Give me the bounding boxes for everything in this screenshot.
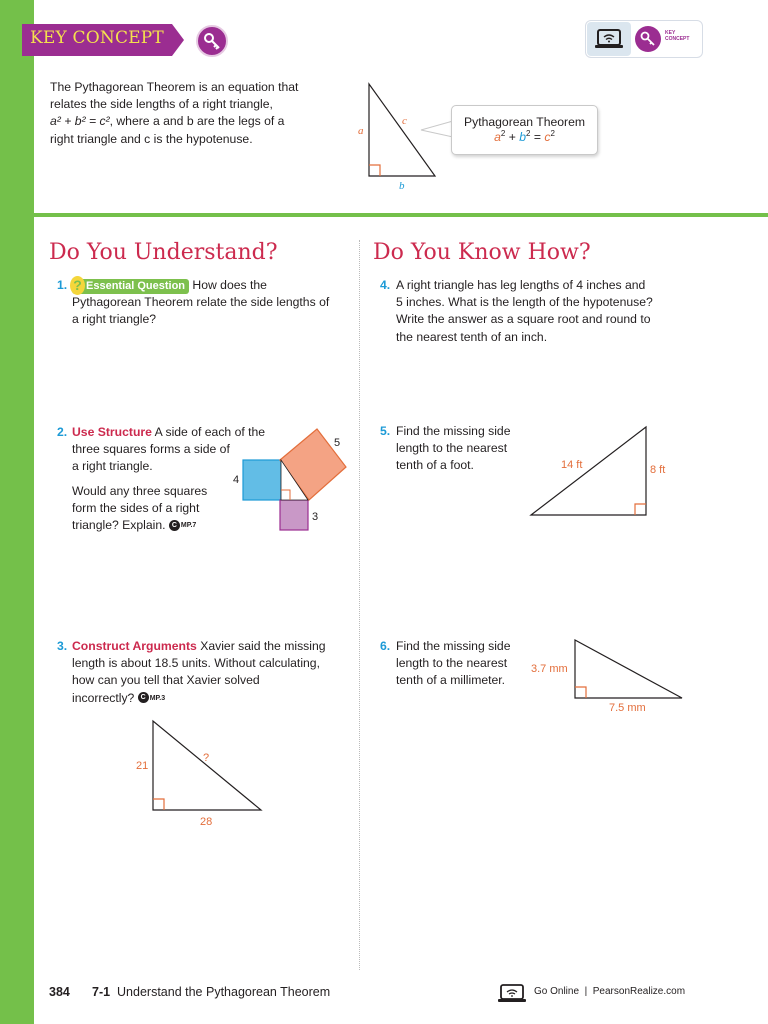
square-3	[280, 500, 308, 530]
question-line: Pythagorean Theorem relate the side lengths of	[72, 295, 330, 310]
eq-exp: 2	[526, 129, 531, 138]
question-line: Write the answer as a square root and round to	[396, 312, 651, 327]
pythagorean-callout	[451, 105, 598, 155]
question-line: A right triangle has leg lengths of 4 inches and	[396, 278, 646, 292]
page-number: 384	[49, 985, 70, 999]
square-label-4: 4	[233, 474, 240, 486]
key-concept-text	[50, 79, 320, 148]
online-key-icon	[635, 26, 661, 52]
eq-exp: 2	[500, 129, 506, 138]
online-key-concept-label: KEY CONCEPT	[665, 30, 690, 42]
math-practice-icon: C	[138, 692, 149, 703]
question-line: length to the nearest	[396, 656, 508, 671]
question-text: triangle? Explain.	[72, 518, 166, 533]
go-online-laptop-icon	[497, 983, 527, 1005]
question-text: incorrectly?	[72, 690, 135, 705]
leg-7-5mm-label: 7.5 mm	[609, 702, 646, 714]
question-6	[396, 638, 526, 690]
callout-title: Pythagorean Theorem	[463, 115, 586, 129]
millimeter-triangle	[525, 632, 690, 717]
callout-equation	[452, 129, 597, 144]
lesson-title	[92, 985, 330, 999]
question-mark-icon: ?	[70, 276, 85, 295]
question-text: A side of each of the	[151, 425, 266, 439]
eq-b: b	[519, 130, 526, 145]
intro-line: The Pythagorean Theorem is an equation that	[50, 80, 299, 94]
question-text: Xavier said the missing	[196, 639, 326, 653]
leg-8ft-label: 8 ft	[650, 464, 666, 476]
section-divider	[34, 213, 768, 217]
question-4	[396, 277, 676, 346]
essential-question-badge	[72, 279, 189, 294]
item-number: 4.	[380, 278, 391, 292]
understand-heading: Do You Understand?	[49, 240, 278, 265]
question-5	[396, 423, 526, 475]
eq-c: c	[544, 130, 551, 145]
question-line	[72, 690, 352, 707]
key-icon	[196, 25, 228, 57]
pearson-realize-link[interactable]: PearsonRealize.com	[592, 986, 686, 997]
math-practice-tag	[169, 517, 196, 534]
question-line: tenth of a foot.	[396, 458, 474, 473]
item-number: 2.	[57, 425, 68, 439]
question-line: length to the nearest	[396, 441, 508, 456]
column-divider	[359, 240, 360, 970]
question-line: length is about 18.5 units. Without calculating,	[72, 656, 320, 671]
square-4	[243, 460, 281, 500]
question-line: a right triangle.	[72, 459, 153, 474]
xavier-triangle	[130, 715, 270, 833]
intro-line: right triangle and c is the hypotenuse.	[50, 131, 253, 146]
hypotenuse-14ft-label: 14 ft	[561, 459, 583, 471]
question-line: form the sides of a right	[72, 500, 200, 515]
leg-3-7mm-label: 3.7 mm	[531, 663, 568, 675]
eq-equals: =	[530, 130, 545, 145]
question-text: How does the	[189, 278, 267, 292]
eq-a: a	[494, 130, 501, 145]
question-line	[72, 277, 347, 294]
question-line: 5 inches. What is the length of the hypotenuse?	[396, 295, 653, 310]
math-practice-tag	[138, 690, 165, 707]
label-a: a	[358, 125, 364, 137]
eq-exp: 2	[550, 129, 555, 138]
item-number: 3.	[57, 639, 68, 653]
math-practice-label: MP.3	[149, 694, 166, 702]
pythagorean-equation: a² + b² = c²	[50, 114, 110, 129]
math-practice-icon: C	[169, 520, 180, 531]
practice-label: Essential Question	[86, 280, 186, 292]
intro-line	[50, 113, 320, 130]
question-line: Would any three squares	[72, 483, 208, 498]
label-b: b	[399, 180, 405, 192]
question-line: how can you tell that Xavier solved	[72, 673, 260, 688]
item-number: 6.	[380, 639, 391, 653]
key-concept-label: KEY CONCEPT	[30, 28, 164, 48]
hypotenuse-unknown-label: ?	[203, 752, 210, 764]
practice-label: Construct Arguments	[72, 639, 197, 653]
math-practice-label: MP.7	[180, 522, 197, 530]
leg-21-label: 21	[136, 760, 149, 772]
go-online-link[interactable]	[534, 986, 685, 997]
question-line: tenth of a millimeter.	[396, 673, 506, 688]
question-line: Find the missing side	[396, 639, 511, 653]
question-line: a right triangle?	[72, 312, 157, 327]
question-line	[72, 638, 352, 655]
question-1	[72, 277, 347, 329]
question-3	[72, 638, 352, 707]
item-number: 5.	[380, 424, 391, 438]
callout-pointer	[420, 119, 454, 139]
leg-28-label: 28	[200, 816, 213, 828]
intro-line-rest: , where a and b are the legs of a	[109, 114, 285, 129]
square-label-5: 5	[334, 437, 341, 449]
item-number: 1.	[57, 278, 68, 292]
question-line: the nearest tenth of an inch.	[396, 329, 548, 344]
foot-triangle	[525, 420, 675, 520]
footer-separator: |	[584, 986, 588, 997]
practice-label: Use Structure	[72, 425, 152, 439]
go-online-label: Go Online	[534, 986, 580, 997]
question-line: three squares forms a side of	[72, 442, 230, 457]
know-how-heading: Do You Know How?	[373, 240, 591, 265]
online-laptop-icon	[587, 22, 631, 56]
eq-plus: +	[505, 130, 520, 145]
question-line: Find the missing side	[396, 424, 511, 438]
intro-line: relates the side lengths of a right triangle,	[50, 97, 273, 112]
square-label-3: 3	[312, 511, 319, 523]
label-c: c	[402, 115, 407, 127]
lesson-number: 7-1	[92, 985, 111, 999]
three-squares-figure	[230, 425, 350, 537]
left-green-margin-bar	[0, 0, 34, 1024]
lesson-title-text: Understand the Pythagorean Theorem	[117, 985, 331, 999]
